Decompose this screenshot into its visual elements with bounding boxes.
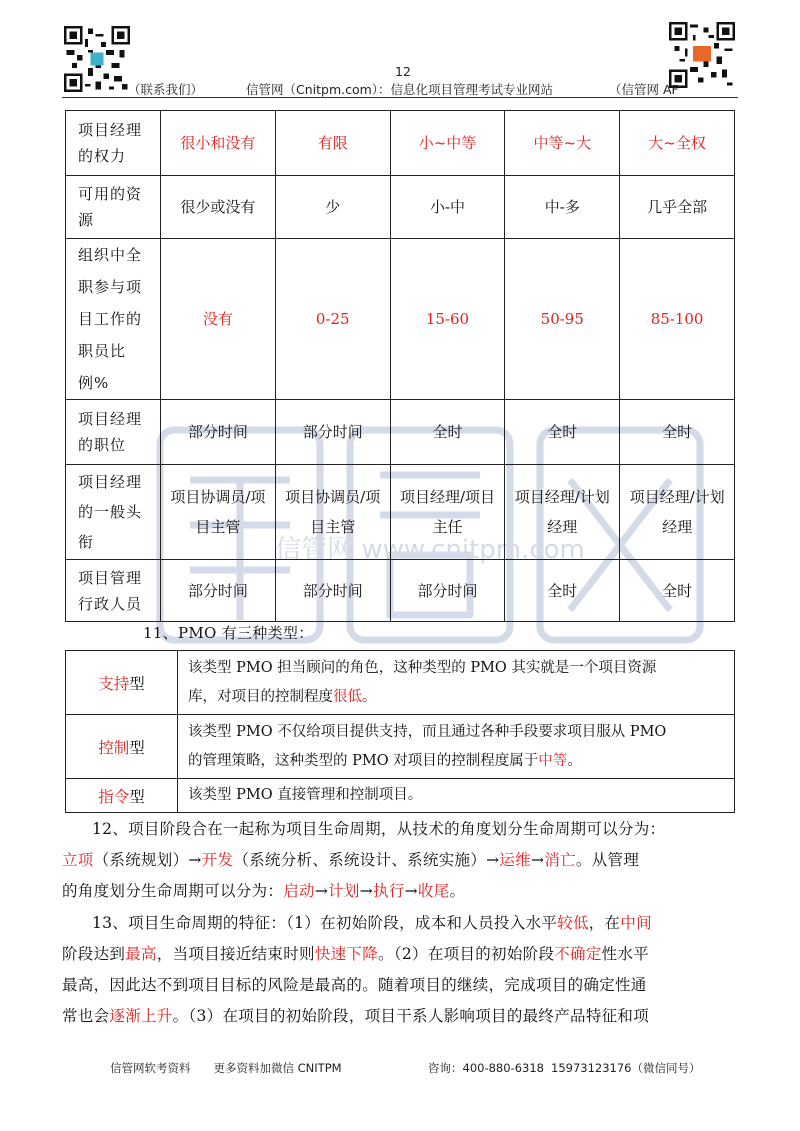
row-label: 项目经理的职位 — [66, 400, 161, 465]
text-run: 13、项目生命周期的特征：（1）在初始阶段，成本和人员投入水平 — [92, 914, 558, 932]
highlight-term: 最高 — [125, 945, 157, 963]
text-run: 。 — [449, 882, 466, 900]
row-label: 项目管理行政人员 — [66, 560, 161, 622]
table-cell: 全时 — [620, 400, 735, 465]
text-run: ，当项目接近结束时则 — [156, 945, 315, 963]
stage-term: 开发 — [201, 851, 234, 869]
table-row — [66, 651, 735, 715]
text-run: 。（2）在项目的初始阶段 — [378, 945, 555, 963]
footer-left: 信管网软考资料 更多资料加微信 CNITPM — [110, 1061, 342, 1075]
stage-term: 执行 — [373, 882, 405, 900]
organization-comparison-table — [65, 110, 735, 622]
table-cell: 几乎全部 — [620, 176, 735, 239]
stage-term: 收尾 — [417, 882, 450, 900]
highlight-term: 中间 — [620, 914, 652, 932]
pmo-desc-cell — [178, 779, 735, 813]
stage-term: 立项 — [62, 851, 94, 869]
para12-line1: 12、项目阶段合在一起称为项目生命周期，从技术的角度划分生命周期可以分为： — [92, 820, 666, 838]
table-cell: 全时 — [390, 400, 505, 465]
watermark-text: 信管网 www.cnitpm.com — [275, 535, 585, 565]
footer-wechat: 15973123176（微信同号） — [551, 1061, 701, 1075]
table-row — [66, 400, 735, 465]
pmo-desc: 该类型 PMO 担当顾问的角色，这种类型的 PMO 其实就是一个项目资源 — [188, 659, 657, 676]
pmo-desc: 。 — [567, 752, 582, 769]
pmo-desc-highlight: 中等 — [538, 752, 568, 769]
table-row — [66, 239, 735, 400]
highlight-term: 逐渐上升 — [109, 1007, 173, 1025]
pmo-desc: 该类型 PMO 直接管理和控制项目。 — [188, 787, 423, 803]
table-cell: 全时 — [505, 400, 620, 465]
table-row — [66, 111, 735, 176]
row-label: 组织中全职参与项目工作的职员比例% — [66, 239, 161, 400]
para12-line3 — [62, 876, 465, 907]
table-cell: 项目协调员/项目主管 — [161, 465, 276, 560]
stage-term: 消亡 — [544, 851, 576, 869]
text-run: （系统分析、系统设计、系统实施）→ — [233, 851, 500, 869]
row-label: 项目经理的权力 — [66, 111, 161, 176]
text-run: → — [404, 882, 418, 900]
table-cell: 50-95 — [505, 239, 620, 400]
pmo-desc-cell — [178, 715, 735, 779]
text-run: → — [314, 882, 329, 900]
row-label: 可用的资源 — [66, 176, 161, 239]
row-label: 项目经理的一般头衔 — [66, 465, 161, 560]
table-cell: 有限 — [275, 111, 390, 176]
pmo-type-suffix: 型 — [129, 787, 145, 806]
table-cell: 项目经理/项目主任 — [390, 465, 505, 560]
table-cell: 部分时间 — [275, 560, 390, 622]
table-row — [66, 715, 735, 779]
contact-right-text: （信管网 AF — [609, 82, 679, 97]
table-cell: 15-60 — [390, 239, 505, 400]
table-cell: 少 — [275, 176, 390, 239]
para13-line4 — [62, 1001, 649, 1032]
page-number: 12 — [395, 64, 411, 79]
text-run: 常也会 — [62, 1007, 110, 1025]
pmo-type-cell — [66, 651, 178, 715]
pmo-type-cell — [66, 779, 178, 813]
table-cell: 小~中等 — [390, 111, 505, 176]
footer-phone: 咨询：400-880-6318 — [428, 1061, 544, 1075]
pmo-type-name: 支持 — [98, 674, 130, 693]
table-cell: 0-25 — [275, 239, 390, 400]
highlight-term: 不确定 — [554, 945, 602, 963]
table-cell: 很小和没有 — [161, 111, 276, 176]
text-run: （系统规划）→ — [93, 851, 202, 869]
pmo-type-name: 指令 — [98, 787, 130, 806]
text-run: 阶段达到 — [62, 945, 126, 963]
table-cell: 小-中 — [390, 176, 505, 239]
stage-term: 启动 — [283, 882, 315, 900]
qr-code-right-icon — [669, 22, 735, 88]
table-cell: 大~全权 — [620, 111, 735, 176]
table-cell: 很少或没有 — [161, 176, 276, 239]
para12-line2 — [62, 845, 639, 876]
table-row — [66, 176, 735, 239]
table-cell: 中等~大 — [505, 111, 620, 176]
header-divider — [62, 97, 738, 98]
qr-code-left-icon — [64, 26, 130, 92]
text-run: ，在 — [588, 914, 621, 932]
text-run: 的角度划分生命周期可以分为： — [62, 882, 284, 900]
pmo-desc: 的管理策略，这种类型的 PMO 对项目的控制程度属于 — [188, 752, 539, 769]
pmo-type-name: 控制 — [98, 738, 130, 757]
stage-term: 运维 — [499, 851, 532, 869]
para13-line1 — [92, 908, 652, 939]
pmo-types-table — [65, 650, 735, 813]
table-cell: 部分时间 — [161, 560, 276, 622]
para13-line2 — [62, 939, 649, 970]
table-row — [66, 779, 735, 813]
text-run: 。从管理 — [575, 851, 640, 869]
text-run: → — [359, 882, 374, 900]
table-cell: 中-多 — [505, 176, 620, 239]
table-cell: 85-100 — [620, 239, 735, 400]
table-row — [66, 465, 735, 560]
stage-term: 计划 — [328, 882, 360, 900]
table-row — [66, 560, 735, 622]
pmo-desc: 。 — [362, 688, 377, 705]
text-run: → — [531, 851, 545, 869]
table-cell: 部分时间 — [161, 400, 276, 465]
para13-line3: 最高，因此达不到项目目标的风险是最高的。随着项目的继续，完成项目的确定性通 — [62, 976, 647, 994]
highlight-term: 快速下降 — [314, 945, 379, 963]
highlight-term: 较低 — [557, 914, 589, 932]
pmo-intro: 11、PMO 有三种类型： — [143, 624, 314, 642]
table-cell: 全时 — [505, 560, 620, 622]
pmo-desc-cell — [178, 651, 735, 715]
pmo-type-cell — [66, 715, 178, 779]
table-cell: 项目经理/计划经理 — [620, 465, 735, 560]
pmo-desc-highlight: 很低 — [333, 688, 362, 705]
table-cell: 项目经理/计划经理 — [505, 465, 620, 560]
table-cell: 全时 — [620, 560, 735, 622]
table-cell: 部分时间 — [275, 400, 390, 465]
text-run: 。（3）在项目的初始阶段，项目干系人影响项目的最终产品特征和项 — [172, 1007, 650, 1025]
site-title: 信管网（Cnitpm.com）：信息化项目管理考试专业网站 — [246, 82, 554, 97]
pmo-desc: 库，对项目的控制程度 — [188, 688, 333, 705]
pmo-type-suffix: 型 — [129, 738, 145, 757]
pmo-type-suffix: 型 — [129, 674, 145, 693]
table-cell: 项目协调员/项目主管 — [275, 465, 390, 560]
contact-us-link[interactable]: （联系我们） — [128, 82, 204, 97]
text-run: 性水平 — [601, 945, 650, 963]
table-cell: 部分时间 — [390, 560, 505, 622]
pmo-desc: 该类型 PMO 不仅给项目提供支持，而且通过各种手段要求项目服从 PMO — [188, 723, 667, 740]
table-cell: 没有 — [161, 239, 276, 400]
